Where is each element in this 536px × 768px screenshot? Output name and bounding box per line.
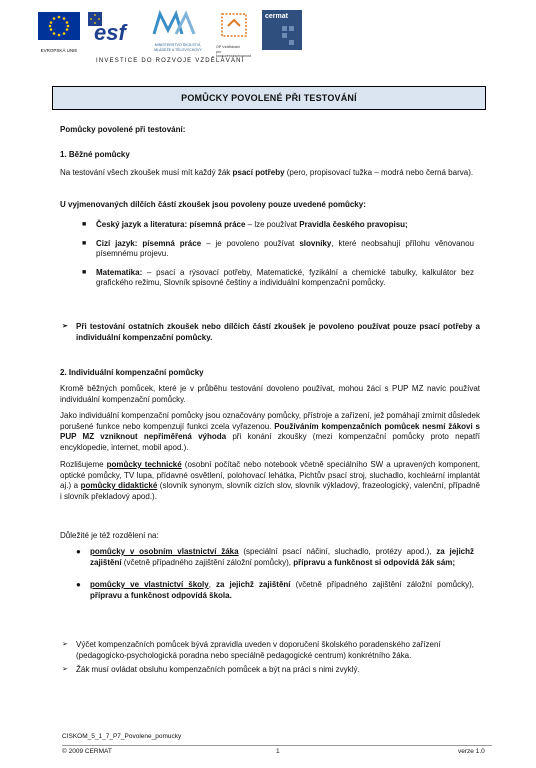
footer-doc-code: CISKOM_5_1_7_P7_Povolene_pomucky (62, 733, 182, 740)
section2-heading: 2. Individuální kompenzační pomůcky (60, 368, 204, 377)
page-title: POMŮCKY POVOLENÉ PŘI TESTOVÁNÍ (52, 86, 486, 110)
dot-bullet-icon: ● (76, 547, 81, 556)
eu-label: EVROPSKÁ UNIE (40, 48, 78, 53)
square-bullet-icon: ■ (82, 268, 87, 276)
section1-note: ➢ Při testování ostatních zkoušek nebo dílčích částí zkoušek je povoleno používat pouze psací potřeby a individuální kompenzační pomůcky. (62, 322, 480, 342)
eu-flag-logo (38, 12, 80, 53)
msmt-text: MINISTERSTVO ŠKOLSTVÍ, MLÁDEŽE A TĚLOVÝCHOVY (154, 43, 202, 52)
subject-list (82, 220, 474, 289)
ownership-list (76, 547, 474, 601)
op-text: OP Vzdělávání pro konkurenceschopnost (216, 45, 251, 58)
square-bullet-icon: ■ (82, 221, 87, 228)
section2-p1: Kromě běžných pomůcek, které je v průběhu testování dovoleno používat, mohou žáci s PUP MZ navíc používat individuální kompenzační pomůcky. (60, 384, 480, 404)
list-item: ● pomůcky v osobním vlastnictví žáka (speciální psací náčiní, sluchadlo, protézy apod.), za jejichž zajištění (včetně případného zajištění záložní pomůcky), přípravu a funkčnost si odpovídá žák sám; (76, 547, 474, 567)
list-item: ■ Český jazyk a literatura: písemná práce – lze používat Pravidla českého pravopisu; (82, 220, 408, 229)
list-item: ➢ Žák musí ovládat obsluhu kompenzačních pomůcek a být na práci s nimi zvyklý. (62, 665, 360, 674)
esf-logo (88, 12, 136, 48)
arrow-bullet-icon: ➢ (62, 641, 68, 648)
cermat-logo: cermat (262, 10, 302, 50)
dot-bullet-icon: ● (76, 580, 81, 589)
section2-notes (62, 640, 480, 676)
arrow-bullet-icon: ➢ (62, 323, 68, 330)
list-item: ➢ Výčet kompenzačních pomůcek bývá zpravidla uveden v doporučení školského poradenského zařízení (pedagogicko-psychologická poradna nebo speciálně pedagogické centrum) konkrétního žáka. (62, 640, 441, 660)
list-item: ■ Cizí jazyk: písemná práce – je povoleno používat slovníky, které neobsahují přílohu věnovanou písemnému projevu. (82, 238, 474, 258)
list-item: ■ Matematika: – psací a rýsovací potřeby, Matematické, fyzikální a chemické tabulky, kalkulátor bez grafického režimu, Slovník spisovné češtiny a individuální kompenzační pomůcky. (82, 267, 474, 287)
section2-p3: Rozlišujeme pomůcky technické (osobní počítač nebo notebook včetně speciálního SW a upravených komponent, optické pomůcky, TV lupa, přídavné osvětlení, polohovací lehátka, Pichtův psací stroj, sluchadlo, kochleární implantát aj.) a pomůcky didaktické (slovník synonym, slovník cizích slov, slovník výkladový, frazeologický, valenční, případně i slovník překladový apod.). (60, 460, 481, 501)
section1-paragraph: Na testování všech zkoušek musí mít každý žák psací potřeby (pero, propisovací tužka – modrá nebo černá barva). (60, 168, 474, 177)
section2-p4: Důležité je též rozdělení na: (60, 531, 159, 540)
op-vk-logo (216, 10, 256, 58)
esf-wordmark: esf (94, 20, 126, 45)
exceptions-heading: U vyjmenovaných dílčích částí zkoušek jsou povoleny pouze uvedené pomůcky: (60, 200, 366, 209)
msmt-logo (146, 10, 210, 54)
motto: INVESTICE DO ROZVOJE VZDĚLÁVÁNÍ (96, 58, 245, 64)
footer-version: verze 1.0 (458, 748, 485, 755)
section2-p2: Jako individuální kompenzační pomůcky jsou označovány pomůcky, přístroje a zařízení, jež pomáhají zmírnit důsledek porušené funkce nebo kompenzují funkci zcela vyřazenou. Používáním kompenzačních pomůcek nesmí žákovi s PUP MZ vzniknout nepřiměřená výhoda při konání zkoušky (mezi kompenzační pomůcky proto nepatří encyklopedie, internet, mobil apod.). (60, 411, 480, 452)
footer-page-number: 1 (276, 748, 280, 755)
square-bullet-icon: ■ (82, 239, 87, 247)
footer-copyright: © 2009 CERMAT (62, 748, 112, 755)
intro-heading: Pomůcky povolené při testování: (60, 125, 186, 134)
list-item: ● pomůcky ve vlastnictví školy, za jejichž zajištění (včetně případného zajištění záložní pomůcky), přípravu a funkčnost odpovídá škola. (76, 580, 475, 600)
footer-divider (62, 745, 492, 746)
arrow-bullet-icon: ➢ (62, 666, 68, 673)
section1-heading: 1. Běžné pomůcky (60, 150, 130, 159)
